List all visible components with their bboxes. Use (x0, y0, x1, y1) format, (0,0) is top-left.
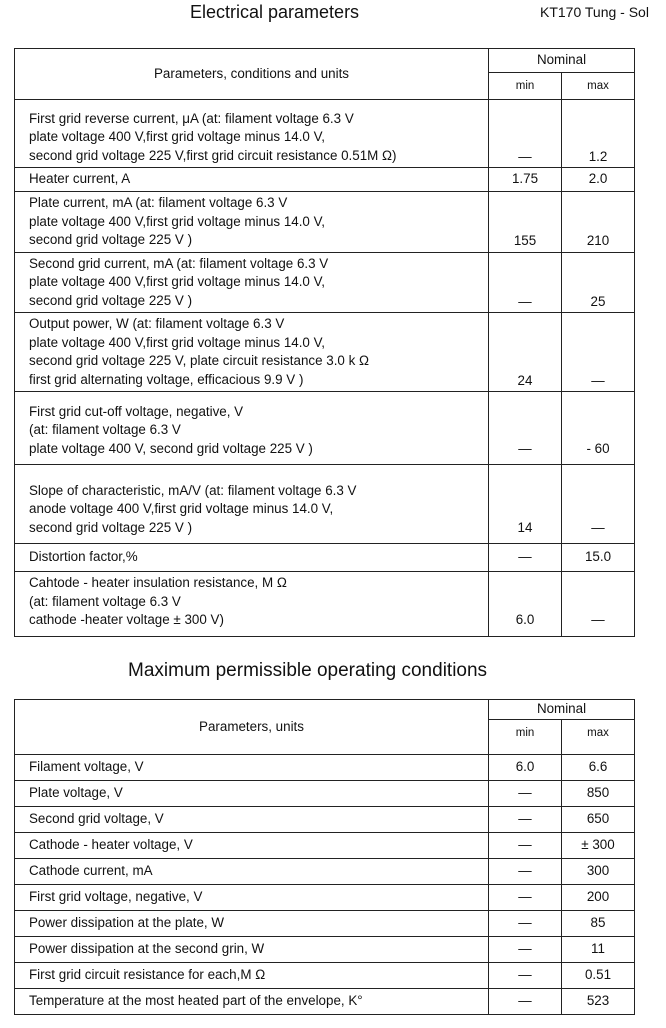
min-value: — (489, 832, 562, 858)
max-value: 6.6 (562, 754, 635, 780)
max-value: 15.0 (562, 544, 635, 572)
min-value: 6.0 (489, 754, 562, 780)
section-title: Maximum permissible operating conditions (128, 660, 488, 681)
max-value: 85 (562, 910, 635, 936)
nominal-header: Nominal (489, 700, 635, 720)
min-header: min (489, 73, 562, 100)
params-header: Parameters, conditions and units (15, 49, 489, 100)
param-text: First grid voltage, negative, V (15, 884, 489, 910)
params-header: Parameters, units (15, 700, 489, 755)
max-value: 2.0 (562, 168, 635, 192)
param-text: Power dissipation at the second grin, W (15, 936, 489, 962)
min-value: 1.75 (489, 168, 562, 192)
page-title: Electrical parameters (190, 2, 360, 22)
table-row (15, 936, 635, 962)
param-text: First grid circuit resistance for each,M Ω (15, 962, 489, 988)
table-row (15, 100, 635, 168)
electrical-parameters-table (14, 48, 635, 637)
max-value: — (562, 313, 635, 392)
param-text: First grid reverse current, μA (at: filament voltage 6.3 V plate voltage 400 V,first grid voltage minus 14.0 V, second grid voltage 225 V,first grid circuit resistance 0.51M Ω) (15, 100, 489, 168)
max-value: - 60 (562, 392, 635, 465)
maximum-conditions-table (14, 699, 635, 1015)
table-row (15, 572, 635, 637)
table-row (15, 884, 635, 910)
max-value: ± 300 (562, 832, 635, 858)
min-value: 24 (489, 313, 562, 392)
param-text: Cathode current, mA (15, 858, 489, 884)
max-value: 25 (562, 252, 635, 313)
table-row (15, 192, 635, 253)
min-value: — (489, 858, 562, 884)
max-value: 1.2 (562, 100, 635, 168)
table-row (15, 780, 635, 806)
param-text: Second grid voltage, V (15, 806, 489, 832)
param-text: Cathode - heater voltage, V (15, 832, 489, 858)
min-header: min (489, 719, 562, 754)
tube-label: KT170 Tung - Sol (540, 4, 649, 20)
max-value: — (562, 465, 635, 544)
param-text: Plate voltage, V (15, 780, 489, 806)
table-row (15, 252, 635, 313)
max-value: 0.51 (562, 962, 635, 988)
max-value: 300 (562, 858, 635, 884)
max-header: max (562, 73, 635, 100)
table-row (15, 858, 635, 884)
param-text: Temperature at the most heated part of the envelope, K° (15, 988, 489, 1014)
min-value: — (489, 962, 562, 988)
max-value: — (562, 572, 635, 637)
table-row (15, 754, 635, 780)
min-value: — (489, 936, 562, 962)
max-value: 200 (562, 884, 635, 910)
min-value: — (489, 392, 562, 465)
min-value: 6.0 (489, 572, 562, 637)
nominal-header: Nominal (489, 49, 635, 73)
min-value: — (489, 806, 562, 832)
param-text: Power dissipation at the plate, W (15, 910, 489, 936)
table-row (15, 962, 635, 988)
param-text: Second grid current, mA (at: filament voltage 6.3 V plate voltage 400 V,first grid voltage minus 14.0 V, second grid voltage 225 V ) (15, 252, 489, 313)
min-value: — (489, 544, 562, 572)
max-value: 850 (562, 780, 635, 806)
max-value: 11 (562, 936, 635, 962)
param-text: First grid cut-off voltage, negative, V (at: filament voltage 6.3 V plate voltage 400 V, second grid voltage 225 V ) (15, 392, 489, 465)
table-row (15, 544, 635, 572)
min-value: — (489, 988, 562, 1014)
param-text: Output power, W (at: filament voltage 6.3 V plate voltage 400 V,first grid voltage minus 14.0 V, second grid voltage 225 V, plate circuit resistance 3.0 k Ω first grid alternating voltage, efficacious 9.9 V ) (15, 313, 489, 392)
max-value: 210 (562, 192, 635, 253)
table-row (15, 465, 635, 544)
max-value: 523 (562, 988, 635, 1014)
param-text: Heater current, A (15, 168, 489, 192)
table-row (15, 832, 635, 858)
param-text: Slope of characteristic, mA/V (at: filament voltage 6.3 V anode voltage 400 V,first grid voltage minus 14.0 V, second grid voltage 225 V ) (15, 465, 489, 544)
min-value: — (489, 252, 562, 313)
table-row (15, 910, 635, 936)
table-row (15, 313, 635, 392)
param-text: Filament voltage, V (15, 754, 489, 780)
min-value: 155 (489, 192, 562, 253)
table-row (15, 806, 635, 832)
min-value: — (489, 780, 562, 806)
param-text: Plate current, mA (at: filament voltage 6.3 V plate voltage 400 V,first grid voltage minus 14.0 V, second grid voltage 225 V ) (15, 192, 489, 253)
table-row (15, 392, 635, 465)
max-value: 650 (562, 806, 635, 832)
min-value: 14 (489, 465, 562, 544)
max-header: max (562, 719, 635, 754)
min-value: — (489, 884, 562, 910)
table-row (15, 168, 635, 192)
param-text: Distortion factor,% (15, 544, 489, 572)
param-text: Cahtode - heater insulation resistance, M Ω (at: filament voltage 6.3 V cathode -heater voltage ± 300 V) (15, 572, 489, 637)
table-row (15, 988, 635, 1014)
min-value: — (489, 910, 562, 936)
min-value: — (489, 100, 562, 168)
